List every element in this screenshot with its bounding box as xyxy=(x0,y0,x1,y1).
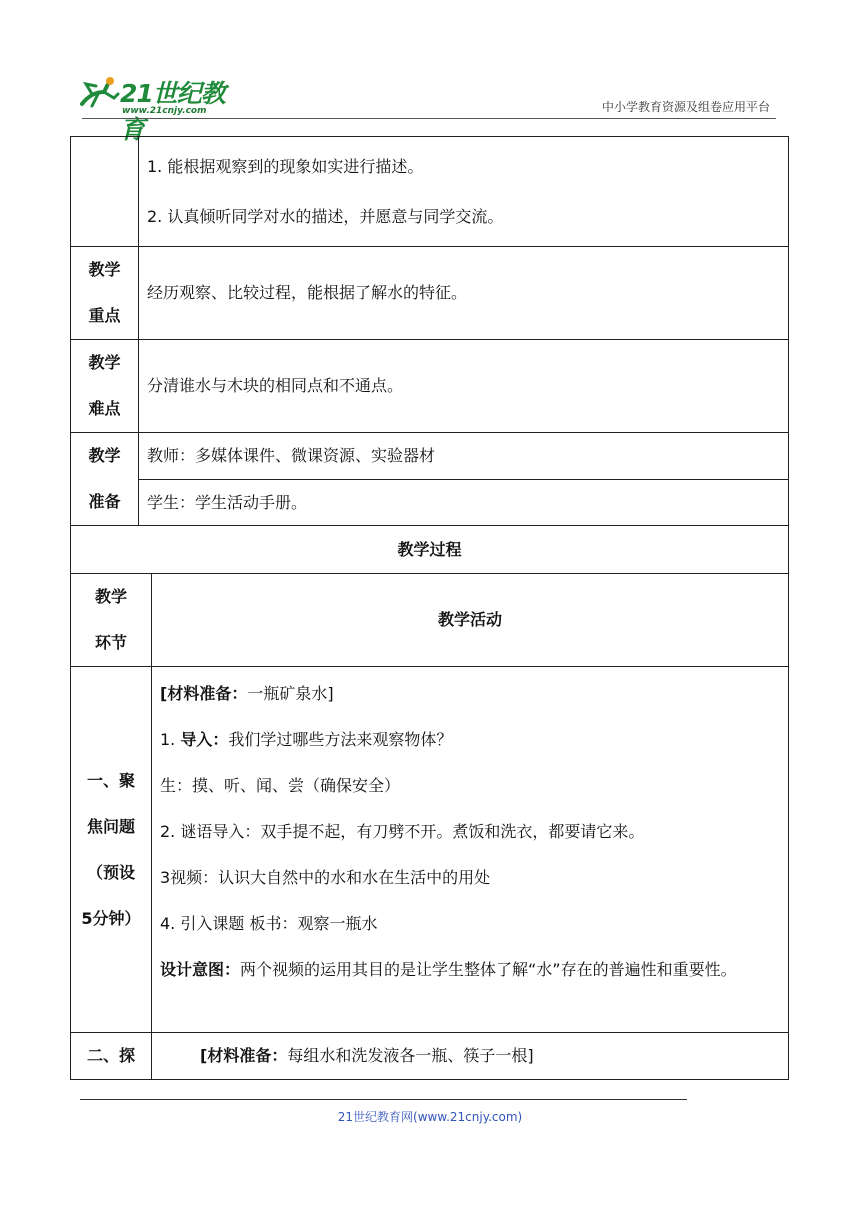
preparation-label: 教学 准备 xyxy=(71,433,139,526)
section1-material: [材料准备：一瓶矿泉水] xyxy=(160,684,334,703)
preparation-teacher: 教师：多媒体课件、微课资源、实验器材 xyxy=(139,433,789,480)
section1-design-intent: 设计意图：两个视频的运用其目的是让学生整体了解“水”存在的普遍性和重要性。 xyxy=(160,960,737,979)
footer-link[interactable]: 21世纪教育网(www.21cnjy.com) xyxy=(337,1110,523,1124)
runner-logo-icon xyxy=(78,74,122,110)
process-title-row xyxy=(71,526,789,574)
objective-item: 2. 认真倾听同学对水的描述，并愿意与同学交流。 xyxy=(147,206,504,226)
difficulty-label: 教学 难点 xyxy=(71,340,139,433)
logo-url: www.21cnjy.com xyxy=(122,106,207,116)
section2-material: [材料准备：每组水和洗发液各一瓶、筷子一根] xyxy=(200,1046,534,1066)
stage-column-header: 教学 环节 xyxy=(71,574,152,667)
process-title: 教学过程 xyxy=(71,526,789,574)
footer-divider xyxy=(80,1099,687,1100)
platform-name: 中小学教育资源及组卷应用平台 xyxy=(601,100,770,114)
lesson-plan-table xyxy=(70,136,789,1080)
section1-line: 3视频：认识大自然中的水和水在生活中的用处 xyxy=(160,868,491,887)
key-point-content: 经历观察、比较过程，能根据了解水的特征。 xyxy=(139,247,789,340)
section1-content xyxy=(152,667,789,1033)
objectives-content xyxy=(139,137,789,247)
process-header-row xyxy=(71,574,789,667)
preparation-student: 学生：学生活动手册。 xyxy=(139,479,789,526)
objectives-label-cell xyxy=(71,137,139,247)
section1-line: 1. 导入：我们学过哪些方法来观察物体？ xyxy=(160,730,453,749)
preparation-row-student xyxy=(71,479,789,526)
key-point-label: 教学 重点 xyxy=(71,247,139,340)
section2-content xyxy=(152,1033,789,1080)
preparation-row-teacher xyxy=(71,433,789,480)
logo-text: 21世纪教育 xyxy=(120,79,225,144)
section1-line: 2. 谜语导入：双手提不起，有刀劈不开。煮饭和洗衣，都要请它来。 xyxy=(160,822,645,841)
header-divider xyxy=(82,118,776,119)
section1-line: 4. 引入课题 板书：观察一瓶水 xyxy=(160,914,378,933)
section1-line: 生：摸、听、闻、尝（确保安全） xyxy=(160,776,401,795)
difficulty-row xyxy=(71,340,789,433)
objectives-row xyxy=(71,137,789,247)
section1-row xyxy=(71,667,789,1033)
objective-item: 1. 能根据观察到的现象如实进行描述。 xyxy=(147,156,424,176)
key-point-row xyxy=(71,247,789,340)
page-header xyxy=(0,0,860,144)
section2-row xyxy=(71,1033,789,1080)
difficulty-content: 分清谁水与木块的相同点和不通点。 xyxy=(139,340,789,433)
section2-label: 二、探 xyxy=(71,1033,152,1080)
activity-column-header: 教学活动 xyxy=(152,574,789,667)
section1-label: 一、聚 焦问题 （预设 5分钟） xyxy=(71,667,152,1033)
